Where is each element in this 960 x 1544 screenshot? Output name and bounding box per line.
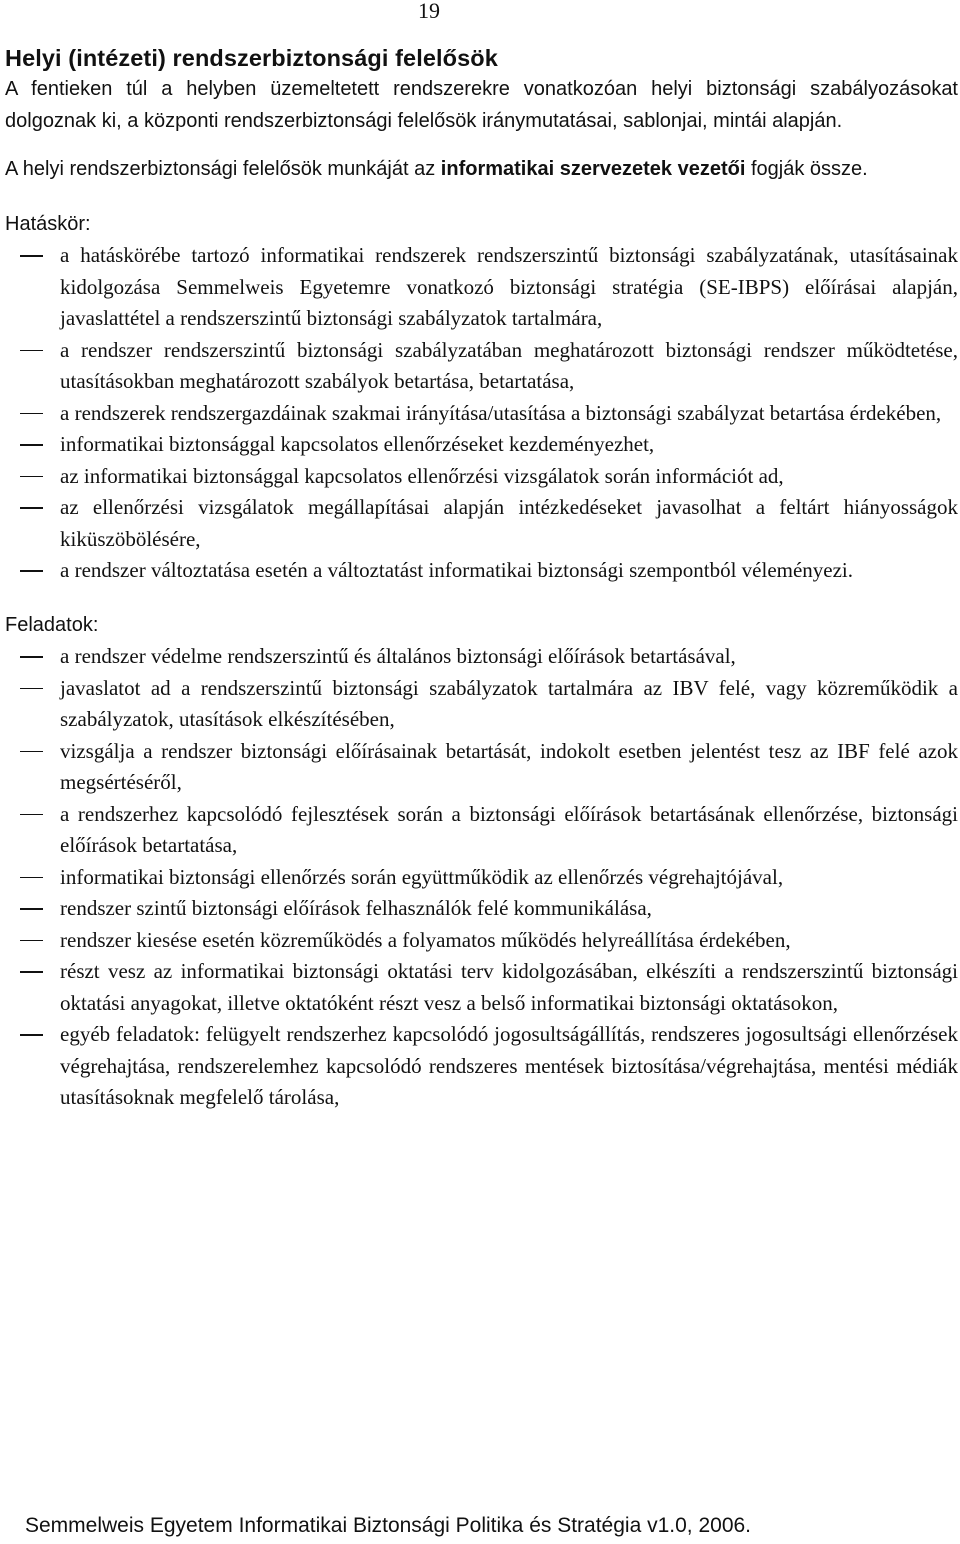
feladatok-label: Feladatok: (5, 613, 99, 636)
list-item-text: az informatikai biztonsággal kapcsolatos ellenőrzési vizsgálatok során információt ad, (60, 463, 784, 488)
dash-bullet-icon (20, 444, 43, 446)
dash-bullet-icon (20, 255, 43, 257)
list-item-text: javaslatot ad a rendszerszintű biztonsági szabályzatok tartalmára az IBV felé, vagy közreműködik a szabályzatok, utasítások elkészítésében, (60, 675, 958, 731)
list-item-text: informatikai biztonsággal kapcsolatos ellenőrzéseket kezdeményezhet, (60, 432, 655, 456)
list-item (5, 429, 958, 461)
list-item-text: informatikai biztonsági ellenőrzés során együttműködik az ellenőrzés végrehajtójával, (60, 864, 784, 889)
dash-bullet-icon (20, 814, 43, 816)
page-number: 19 (418, 0, 440, 23)
list-item (5, 673, 958, 736)
leaders-paragraph-end: fogják össze. (745, 158, 868, 180)
hataskor-label: Hatáskör: (5, 212, 91, 235)
list-item (5, 799, 958, 862)
section-heading: Helyi (intézeti) rendszerbiztonsági felelősök (5, 45, 498, 71)
list-item-text: rendszer szintű biztonsági előírások felhasználók felé kommunikálása, (60, 896, 652, 920)
page-footer: Semmelweis Egyetem Informatikai Biztonsági Politika és Stratégia v1.0, 2006. (25, 1514, 752, 1537)
list-item (5, 1019, 958, 1114)
list-item-text: a hatáskörébe tartozó informatikai rendszerek rendszerszintű biztonsági szabályzatának, utasításainak kidolgozása Semmelweis Egyetemre vonatkozó biztonsági stratégia (SE-IBPS) előírásai alapján, javaslattétel a rendszerszintű biztonsági szabályzatok tartalmára, (60, 243, 958, 330)
document-body (5, 42, 958, 1114)
list-item (5, 893, 958, 925)
list-item-text: a rendszerhez kapcsolódó fejlesztések során a biztonsági előírások betartásának ellenőrzése, biztonsági előírások betartatása, (60, 801, 958, 857)
list-item-text: részt vesz az informatikai biztonsági oktatási terv kidolgozásában, elkészíti a rendszerszintű biztonsági oktatási anyagokat, illetve oktatóként részt vesz a belső informatikai biztonsági oktatásokon, (60, 959, 958, 1015)
list-item-text: vizsgálja a rendszer biztonsági előírásainak betartását, indokolt esetben jelentést tesz az IBF felé azok megsértéséről, (60, 738, 958, 794)
list-item (5, 461, 958, 493)
intro-paragraph: A fentieken túl a helyben üzemeltetett rendszerekre vonatkozóan helyi biztonsági szabályozásokat dolgoznak ki, a központi rendszerbiztonsági felelősök iránymutatásai, sablonjai, mintái alapján. (5, 78, 958, 132)
list-item (5, 240, 958, 335)
dash-bullet-icon (20, 656, 43, 658)
list-item-text: a rendszer rendszerszintű biztonsági szabályzatában meghatározott biztonsági rendszer működtetése, utasításokban meghatározott szabályok betartása, betartatása, (60, 337, 958, 393)
dash-bullet-icon (20, 877, 43, 879)
list-item (5, 925, 958, 957)
list-item (5, 492, 958, 555)
leaders-paragraph-emphasis: informatikai szervezetek vezetői (440, 158, 746, 180)
list-item (5, 398, 958, 430)
dash-bullet-icon (20, 476, 43, 478)
list-item (5, 862, 958, 894)
leaders-paragraph-start: A helyi rendszerbiztonsági felelősök munkáját az (5, 158, 441, 180)
list-item-text: egyéb feladatok: felügyelt rendszerhez kapcsolódó jogosultságállítás, rendszeres jogosultsági ellenőrzések végrehajtása, rendszerelemhez kapcsolódó rendszeres mentések biztosítása/végrehajtása, mentési médiák utasításoknak megfelelő tárolása, (60, 1022, 958, 1109)
list-item-text: a rendszer védelme rendszerszintű és általános biztonsági előírások betartásával, (60, 644, 736, 668)
list-item (5, 641, 958, 673)
dash-bullet-icon (20, 971, 43, 973)
list-item-text: a rendszerek rendszergazdáinak szakmai irányítása/utasítása a biztonsági szabályzat betartása érdekében, (60, 400, 942, 425)
list-item (5, 555, 958, 587)
dash-bullet-icon (20, 940, 43, 942)
dash-bullet-icon (20, 413, 43, 415)
feladatok-list (5, 641, 958, 1114)
leaders-paragraph (5, 154, 958, 186)
dash-bullet-icon (20, 1034, 43, 1036)
list-item-text: rendszer kiesése esetén közreműködés a folyamatos működés helyreállítása érdekében, (60, 927, 791, 952)
dash-bullet-icon (20, 507, 43, 509)
dash-bullet-icon (20, 688, 43, 690)
list-item (5, 736, 958, 799)
list-item (5, 956, 958, 1019)
dash-bullet-icon (20, 350, 43, 352)
list-item (5, 335, 958, 398)
hataskor-list (5, 240, 958, 587)
list-item-text: az ellenőrzési vizsgálatok megállapításai alapján intézkedéseket javasolhat a feltárt hiányosságok kiküszöbölésére, (60, 495, 958, 551)
dash-bullet-icon (20, 908, 43, 910)
dash-bullet-icon (20, 570, 43, 572)
list-item-text: a rendszer változtatása esetén a változtatást informatikai biztonsági szempontból véleményezi. (60, 558, 854, 582)
dash-bullet-icon (20, 751, 43, 753)
